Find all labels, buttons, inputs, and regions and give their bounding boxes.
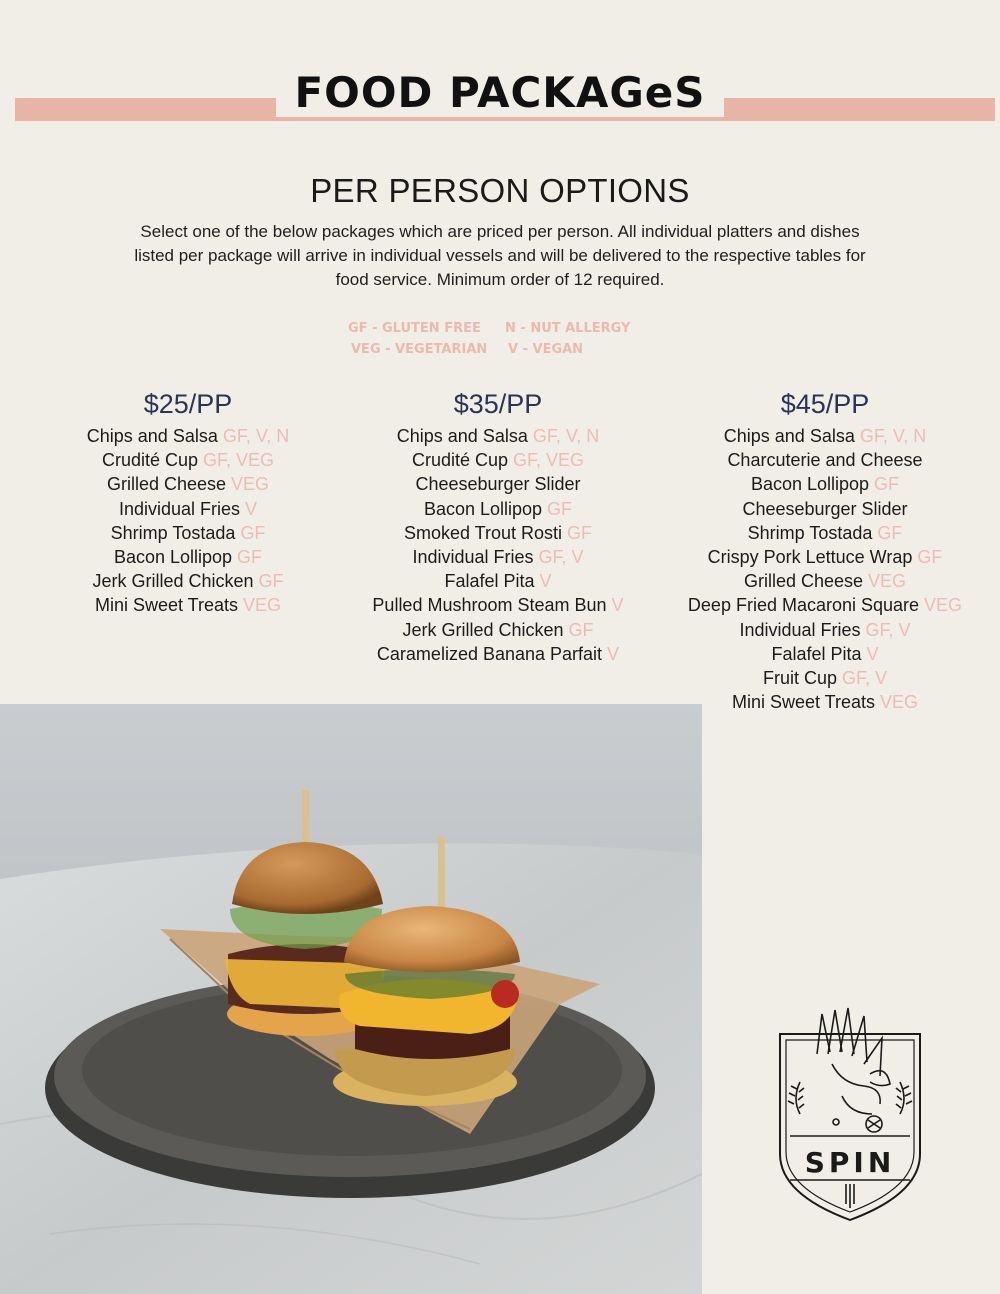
menu-item-name: Bacon Lollipop (423, 498, 543, 519)
menu-item-name: Deep Fried Macaroni Square (687, 595, 920, 616)
menu-item-name: Chips and Salsa (86, 426, 218, 446)
intro-paragraph (100, 220, 900, 292)
page-title-text: FOOD PACKAGeS (276, 68, 723, 117)
dietary-tag: VEG (924, 595, 963, 616)
menu-item-name: Smoked Trout Rosti (403, 522, 563, 543)
menu-item-name: Charcuterie and Cheese (727, 450, 923, 471)
legend-n: N - NUT ALLERGY (505, 321, 631, 336)
menu-item (670, 472, 980, 496)
menu-item (38, 521, 338, 545)
menu-item (338, 448, 658, 472)
package-items (38, 424, 338, 618)
legend-v: V - VEGAN (508, 342, 584, 357)
menu-item-name: Shrimp Tostada (110, 522, 236, 543)
menu-item-name: Crudité Cup (411, 450, 509, 471)
dietary-tag: VEG (231, 474, 270, 495)
menu-item-name: Mini Sweet Treats (94, 595, 239, 616)
logo-wordmark: SPIN (804, 1146, 896, 1179)
package-price: $35/PP (453, 389, 543, 419)
dietary-tag: GF, V (538, 547, 584, 568)
menu-item-name: Falafel Pita (444, 571, 535, 592)
menu-item (670, 569, 980, 593)
menu-item-name: Shrimp Tostada (747, 522, 873, 543)
menu-item-name: Cheeseburger Slider (742, 498, 908, 519)
dietary-tag: V (607, 643, 620, 664)
menu-item (38, 448, 338, 472)
menu-item (670, 521, 980, 545)
dietary-tag: GF, V, N (859, 426, 927, 446)
menu-item-name: Fruit Cup (762, 668, 837, 689)
dietary-tag: GF (568, 619, 594, 640)
intro-line: food service. Minimum order of 12 required. (335, 270, 665, 289)
dietary-tag: GF (877, 522, 903, 543)
package-column-25 (38, 386, 338, 618)
package-items (338, 424, 658, 666)
menu-item (38, 545, 338, 569)
intro-line: listed per package will arrive in individual vessels and will be delivered to the respective tables for (134, 246, 866, 265)
dietary-tag: GF (917, 547, 943, 568)
menu-item (38, 424, 338, 448)
menu-item-name: Chips and Salsa (396, 426, 528, 446)
menu-item (338, 593, 658, 617)
menu-item-name: Bacon Lollipop (113, 547, 233, 568)
menu-item-name: Jerk Grilled Chicken (92, 571, 254, 592)
menu-item-name: Crispy Pork Lettuce Wrap (707, 547, 913, 568)
menu-item (670, 497, 980, 521)
dietary-tag: GF, V, N (222, 426, 290, 446)
dietary-tag: GF, V, N (532, 426, 600, 446)
menu-item-name: Individual Fries (118, 498, 241, 519)
dietary-tag: V (539, 571, 552, 592)
spin-logo (772, 1004, 928, 1224)
menu-item (338, 642, 658, 666)
menu-item (338, 545, 658, 569)
page-title (0, 64, 1000, 122)
menu-item (38, 593, 338, 617)
photo-illustration (0, 704, 702, 1294)
dietary-tag: GF (258, 571, 284, 592)
legend-gf: GF - GLUTEN FREE (348, 321, 481, 336)
menu-item-name: Caramelized Banana Parfait (376, 643, 603, 664)
package-items (670, 424, 980, 714)
menu-item (670, 424, 980, 448)
package-column-45 (670, 386, 980, 714)
dietary-tag: GF (237, 547, 263, 568)
dietary-tag: GF, VEG (513, 450, 585, 471)
menu-item (338, 618, 658, 642)
menu-item-name: Individual Fries (739, 619, 861, 640)
dietary-tag: VEG (868, 571, 907, 592)
dietary-tag: V (866, 643, 879, 664)
menu-item-name: Cheeseburger Slider (415, 474, 581, 495)
dietary-tag: V (245, 498, 258, 519)
intro-line: Select one of the below packages which are priced per person. All individual platters and dishes (140, 222, 860, 241)
menu-item (38, 497, 338, 521)
dietary-tag: GF, V (842, 668, 888, 689)
menu-item (338, 569, 658, 593)
dietary-legend (0, 321, 1000, 363)
menu-item (338, 497, 658, 521)
dietary-tag: V (611, 595, 624, 616)
menu-item (338, 424, 658, 448)
section-subtitle: PER PERSON OPTIONS (310, 172, 690, 209)
menu-item-name: Crudité Cup (101, 450, 199, 471)
legend-veg: VEG - VEGETARIAN (351, 342, 488, 357)
menu-item (38, 472, 338, 496)
dietary-tag: GF (240, 522, 266, 543)
menu-item (670, 448, 980, 472)
menu-item-name: Falafel Pita (771, 643, 862, 664)
dietary-tag: VEG (880, 692, 919, 713)
menu-item (670, 593, 980, 617)
menu-item-name: Chips and Salsa (723, 426, 855, 446)
menu-item (338, 521, 658, 545)
menu-item-name: Grilled Cheese (106, 474, 227, 495)
menu-item (670, 690, 980, 714)
menu-item-name: Pulled Mushroom Steam Bun (372, 595, 607, 616)
menu-item-name: Individual Fries (412, 547, 534, 568)
menu-item (670, 618, 980, 642)
menu-item (338, 472, 658, 496)
dietary-tag: GF (547, 498, 573, 519)
menu-item-name: Bacon Lollipop (750, 474, 870, 495)
menu-item-name: Jerk Grilled Chicken (402, 619, 564, 640)
menu-item-name: Mini Sweet Treats (731, 692, 876, 713)
menu-item (38, 569, 338, 593)
package-price: $45/PP (780, 389, 870, 419)
dietary-tag: GF, V (865, 619, 911, 640)
menu-item (670, 642, 980, 666)
dietary-tag: GF (567, 522, 593, 543)
dietary-tag: GF, VEG (203, 450, 275, 471)
package-price: $25/PP (143, 389, 233, 419)
menu-item (670, 545, 980, 569)
package-column-35 (338, 386, 658, 666)
menu-item (670, 666, 980, 690)
dietary-tag: GF (874, 474, 900, 495)
slider-burger-photo (0, 704, 702, 1294)
menu-item-name: Grilled Cheese (743, 571, 864, 592)
dietary-tag: VEG (243, 595, 282, 616)
